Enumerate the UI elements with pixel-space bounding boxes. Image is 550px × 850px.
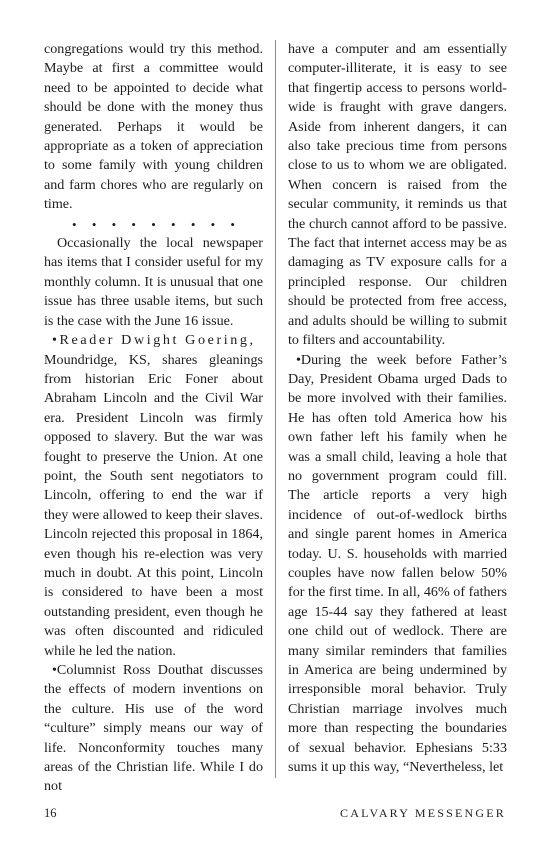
page-number: 16: [44, 806, 57, 820]
bullet-item-goering-lead: •Reader Dwight Goering,: [52, 332, 256, 349]
section-divider: • • • • • • • • •: [72, 216, 241, 232]
running-title: CALVARY MESSENGER: [340, 806, 506, 820]
column-rule: [275, 40, 276, 778]
paragraph-continued: congregations would try this method. Maybe at first a committee would need to be appointed to decide what should be done with the money thus generated. Perhaps it would be appropriate as a token of appreciation to some family with young children and farm chores who are regularly on time.: [44, 41, 263, 213]
paragraph-internet: have a computer and am essentially computer-illiterate, it is easy to see that fingertip access to persons world-wide is fraught with grave dangers. Aside from inherent dangers, it can also take precious time from persons close to us to whom we are obligated. When concern is raised from the secular community, it reminds us that the church cannot afford to be passive. The fact that internet access may be as damaging as TV exposure calls for a principled response. Our children should be protected from free access, and adults should be willing to submit to filters and accountability.: [288, 41, 507, 349]
paragraph-newspaper-intro: Occasionally the local newspaper has items that I consider useful for my monthly column. It is unusual that one issue has three usable items, but such is the case with the June 16 issue.: [44, 235, 263, 329]
left-column: [44, 40, 263, 797]
bullet-item-douthat: •Columnist Ross Douthat discusses the effects of modern inventions on the culture. His use of the word “culture” simply means our way of life. Nonconformity touches many areas of the Christian life. While I do not: [44, 662, 263, 795]
bullet-item-goering: Moundridge, KS, shares gleanings from historian Eric Foner about Abraham Lincoln and the Civil War era. President Lincoln was firmly opposed to slavery. But the war was fought to preserve the Union. At one point, the South sent negotiators to Lincoln, offering to end the war if they were allowed to keep their slaves. Lincoln rejected this proposal in 1864, even though his re-election was very much in doubt. At this point, Lincoln is considered to have been a most outstanding president, even though he was often discounted and ridiculed while he led the nation.: [44, 351, 263, 659]
bullet-item-fathers-day: •During the week before Father’s Day, President Obama urged Dads to be more involved with their families. He has often told America how his own father left his family when he was a small child, leaving a hole that no government program could fill. The article reports a very high incidence of out-of-wedlock births and single parent homes in America today. U. S. households with married couples have now fallen below 50% for the first time. In all, 46% of fathers age 15-44 say they fathered at least one child out of wedlock. There are many similar reminders that families in America are being undermined by irresponsible moral behavior. Truly Christian marriage involves much more than respecting the boundaries of sexual behavior. Ephesians 5:33 sums it up this way, “Nevertheless, let: [288, 351, 507, 776]
right-column: [288, 40, 507, 777]
